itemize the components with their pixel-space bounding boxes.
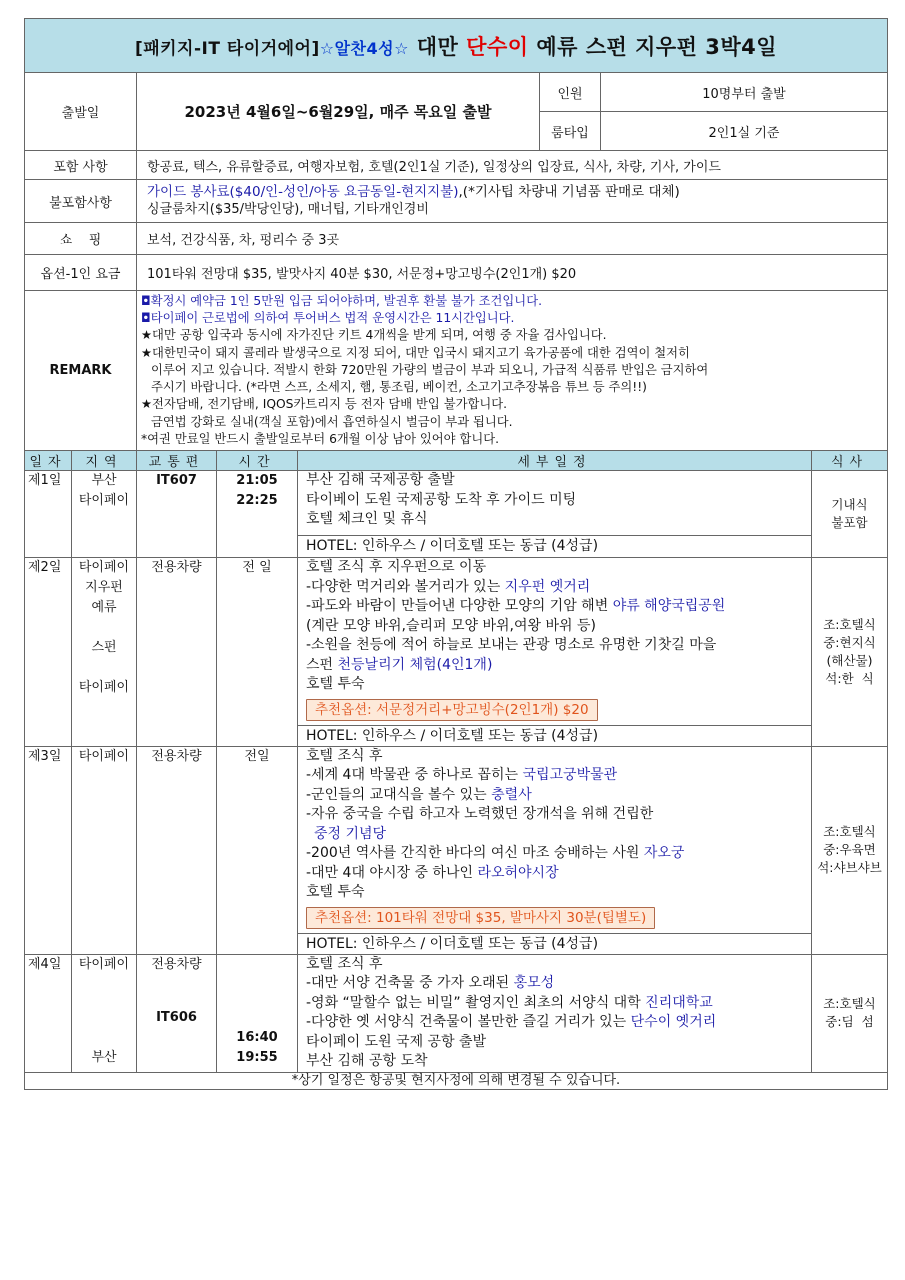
schedule-line bbox=[306, 1013, 803, 1033]
day4-time1: 16:40 bbox=[236, 1029, 278, 1045]
day4-label: 제4일 bbox=[25, 954, 72, 1072]
departure-row bbox=[25, 73, 888, 112]
header-transport: 교통편 bbox=[137, 451, 217, 471]
remark-row bbox=[25, 291, 888, 451]
departure-label: 출발일 bbox=[25, 73, 137, 151]
schedule-line bbox=[306, 786, 803, 806]
people-label: 인원 bbox=[540, 73, 601, 112]
meal-line: 조:호텔식 bbox=[823, 616, 876, 632]
options-row bbox=[25, 255, 888, 291]
shopping-label: 쇼 핑 bbox=[25, 223, 137, 255]
place-martyrs-shrine: 충렬사 bbox=[491, 786, 532, 803]
title-part5: 예류 스펀 지우펀 3박4일 bbox=[528, 34, 778, 59]
remark-line: ★대만 공항 입국과 동시에 자가진단 키트 4개씩을 받게 되며, 여행 중 자율 검사입니다. bbox=[141, 328, 607, 343]
meal-line: 조:호텔식 bbox=[823, 824, 876, 839]
included-label: 포함 사항 bbox=[25, 151, 137, 180]
excluded-line1-rest: ,(*기사팁 차량내 기념품 판매로 대체) bbox=[458, 184, 680, 200]
schedule-text: -다양한 먹거리와 볼거리가 있는 bbox=[306, 578, 505, 595]
day2-region4: 스펀 bbox=[91, 640, 117, 655]
schedule-text: -파도와 바람이 만들어낸 다양한 모양의 기암 해변 bbox=[306, 598, 613, 614]
schedule-line: (계란 모양 바위,슬리퍼 모양 바위,여왕 바위 등) bbox=[306, 617, 596, 634]
day2-label: 제2일 bbox=[25, 558, 72, 747]
hotel-line: HOTEL: 인하우스 / 이더호텔 또는 동급 (4성급) bbox=[298, 725, 811, 746]
meal-line: 불포함 bbox=[831, 515, 868, 530]
day3-meal bbox=[812, 746, 888, 954]
room-value: 2인1실 기준 bbox=[601, 112, 888, 151]
place-raohe-night-market: 라오허야시장 bbox=[477, 864, 559, 881]
meal-line: 중:딤 섬 bbox=[825, 1014, 874, 1029]
day2-region2: 지우펀 bbox=[85, 580, 123, 595]
shopping-row bbox=[25, 223, 888, 255]
options-value: 101타워 전망대 $35, 발맛사지 40분 $30, 서문정+망고빙수(2인1개) $20 bbox=[137, 255, 888, 291]
schedule-text: -200년 역사를 간직한 바다의 여신 마조 숭배하는 사원 bbox=[306, 845, 644, 861]
schedule-line: 부산 김해 공항 도착 bbox=[306, 1053, 428, 1069]
place-yehliu-geopark: 야류 해양국립공원 bbox=[612, 598, 726, 614]
excluded-label: 불포함사항 bbox=[25, 180, 137, 223]
place-aletheia-university: 진리대학교 bbox=[645, 994, 713, 1011]
header-region: 지역 bbox=[72, 451, 137, 471]
header-time: 시간 bbox=[217, 451, 298, 471]
recommended-option-badge: 추천옵션: 서문정거리+망고빙수(2인1개) $20 bbox=[306, 699, 598, 721]
schedule-line: 타이베이 도원 국제공항 도착 후 가이드 미팅 bbox=[306, 491, 577, 508]
meal-line: 조:호텔식 bbox=[823, 996, 876, 1011]
hotel-line: HOTEL: 인하우스 / 이더호텔 또는 동급 (4성급) bbox=[298, 535, 811, 556]
header-detail: 세부일정 bbox=[298, 451, 812, 471]
day4-transport bbox=[137, 954, 217, 1072]
schedule-text: -대만 서양 건축물 중 가자 오래된 bbox=[306, 975, 514, 991]
itinerary-document bbox=[24, 18, 887, 1090]
schedule-line: 호텔 투숙 bbox=[306, 884, 365, 900]
place-ciyou-temple: 자오궁 bbox=[643, 845, 685, 861]
schedule-text: 스펀 bbox=[306, 656, 338, 673]
place-tamsui-old-street: 단수이 옛거리 bbox=[630, 1014, 717, 1030]
options-label: 옵션-1인 요금 bbox=[25, 255, 137, 291]
meal-line: 기내식 bbox=[831, 497, 868, 512]
schedule-line bbox=[306, 578, 803, 598]
title-row bbox=[25, 19, 888, 73]
people-value: 10명부터 출발 bbox=[601, 73, 888, 112]
place-fort-santo-domingo: 홍모성 bbox=[513, 975, 555, 991]
schedule-line: -자유 중국을 수립 하고자 노력했던 장개석을 위해 건립한 bbox=[306, 806, 654, 822]
day2-transport: 전용차량 bbox=[137, 558, 217, 747]
included-row bbox=[25, 151, 888, 180]
schedule-text: -영화 “말할수 없는 비밀” 촬영지인 최초의 서양식 대학 bbox=[306, 994, 646, 1011]
schedule-line: 호텔 투숙 bbox=[306, 676, 365, 692]
day3-transport: 전용차량 bbox=[137, 746, 217, 954]
meal-line: 석:한 식 bbox=[825, 670, 874, 686]
footer-note: *상기 일정은 항공및 현지사정에 의해 변경될 수 있습니다. bbox=[25, 1072, 888, 1089]
day2-region bbox=[72, 558, 137, 747]
place-chiang-kai-shek-memorial: 중정 기념당 bbox=[314, 825, 387, 842]
remark-line: ◘타이페이 근로법에 의하여 투어버스 법적 운영시간은 11시간입니다. bbox=[141, 310, 515, 325]
itinerary-table bbox=[24, 18, 888, 1090]
schedule-line bbox=[306, 597, 803, 617]
remark-line: 주시기 바랍니다. (*라면 스프, 소세지, 햄, 통조림, 베이컨, 소고기고추장볶음 튜브 등 주의!!) bbox=[151, 380, 647, 395]
schedule-line bbox=[306, 994, 803, 1014]
page-title bbox=[25, 19, 888, 73]
day1-time1: 21:05 bbox=[236, 473, 278, 488]
day3-label: 제3일 bbox=[25, 746, 72, 954]
schedule-line bbox=[306, 844, 803, 864]
remark-line: ★전자담배, 전기담배, IQOS카트리지 등 전자 담배 반입 불가합니다. bbox=[141, 397, 507, 412]
excluded-guide-fee: 가이드 봉사료($40/인-성인/아동 요금동일-현지지불) bbox=[147, 184, 459, 200]
schedule-line: 타이페이 도원 국제 공항 출발 bbox=[306, 1033, 487, 1050]
header-day: 일자 bbox=[25, 451, 72, 471]
day1-region bbox=[72, 471, 137, 558]
day2-region5: 타이페이 bbox=[78, 680, 130, 695]
day2-schedule bbox=[298, 558, 812, 747]
schedule-text: -다양한 옛 서양식 건축물이 볼만한 즐길 거리가 있는 bbox=[306, 1014, 631, 1030]
hotel-line: HOTEL: 인하우스 / 이더호텔 또는 동급 (4성급) bbox=[298, 933, 811, 954]
day1-time bbox=[217, 471, 298, 558]
schedule-line: 호텔 조식 후 bbox=[306, 747, 383, 764]
schedule-text: -대만 4대 야시장 중 하나인 bbox=[306, 864, 478, 881]
day4-region2: 부산 bbox=[91, 1049, 117, 1065]
meal-line: (해산물) bbox=[826, 652, 873, 668]
day4-region bbox=[72, 954, 137, 1072]
schedule-line bbox=[306, 766, 803, 786]
day4-schedule bbox=[298, 954, 812, 1072]
remark-label: REMARK bbox=[25, 291, 137, 451]
itinerary-header bbox=[25, 451, 888, 471]
day3-region: 타이페이 bbox=[72, 746, 137, 954]
remark-line: *여권 만료일 반드시 출발일로부터 6개월 이상 남아 있어야 합니다. bbox=[141, 432, 500, 447]
schedule-line: -소원을 천등에 적어 하늘로 보내는 관광 명소로 유명한 기찻길 마을 bbox=[306, 637, 717, 653]
place-national-palace-museum: 국립고궁박물관 bbox=[522, 767, 618, 783]
schedule-text: -세계 4대 박물관 중 하나로 꼽히는 bbox=[306, 767, 523, 783]
title-part2: ☆알찬4성☆ bbox=[319, 38, 409, 58]
day1-transport: IT607 bbox=[137, 471, 217, 558]
day2-meal bbox=[812, 558, 888, 747]
day4-transport1: 전용차량 bbox=[151, 956, 202, 972]
remark-line: ★대한민국이 돼지 콜레라 발생국으로 지정 되어, 대만 입국시 돼지고기 육가공품에 대한 검역이 철저히 bbox=[141, 345, 690, 360]
included-value: 항공료, 텍스, 유류할증료, 여행자보험, 호텔(2인1실 기준), 일정상의 입장료, 식사, 차량, 기사, 가이드 bbox=[137, 151, 888, 180]
remark-line: ◘확정시 예약금 1인 5만원 입금 되어야하며, 발권후 환불 불가 조건입니다. bbox=[141, 293, 542, 308]
schedule-line: 부산 김해 국제공항 출발 bbox=[306, 472, 455, 488]
schedule-line: 호텔 조식 후 지우펀으로 이동 bbox=[306, 559, 487, 575]
day2-row bbox=[25, 558, 888, 747]
excluded-line2: 싱글룸차지($35/박당인당), 매너팁, 기타개인경비 bbox=[147, 202, 429, 217]
meal-line: 석:샤브샤브 bbox=[817, 860, 882, 875]
remark-line: 금연법 강화로 실내(객실 포함)에서 흡연하실시 벌금이 부과 됩니다. bbox=[151, 414, 513, 429]
title-part4: 단수이 bbox=[466, 34, 529, 59]
day2-region1: 타이페이 bbox=[78, 560, 130, 575]
schedule-text: -군인들의 교대식을 볼수 있는 bbox=[306, 786, 492, 803]
remark-content bbox=[137, 291, 888, 451]
day3-schedule bbox=[298, 746, 812, 954]
excluded-row bbox=[25, 180, 888, 223]
footer-row bbox=[25, 1072, 888, 1089]
meal-line: 중:현지식 bbox=[823, 634, 876, 650]
day1-schedule bbox=[298, 471, 812, 558]
day4-time bbox=[217, 954, 298, 1072]
day4-row bbox=[25, 954, 888, 1072]
title-part3: 대만 bbox=[408, 34, 467, 59]
schedule-line: 호텔 체크인 및 휴식 bbox=[306, 511, 428, 527]
day1-region1: 부산 bbox=[91, 473, 117, 488]
day3-row bbox=[25, 746, 888, 954]
day3-time: 전일 bbox=[217, 746, 298, 954]
day4-meal bbox=[812, 954, 888, 1072]
excluded-value bbox=[137, 180, 888, 223]
place-jiufen-old-street: 지우펀 옛거리 bbox=[504, 578, 591, 595]
schedule-line bbox=[306, 974, 803, 994]
day2-time: 전 일 bbox=[217, 558, 298, 747]
day2-region3: 예류 bbox=[91, 600, 117, 615]
remark-line: 이루어 지고 있습니다. 적발시 한화 720만원 가량의 벌금이 부과 되오니, 가급적 식품류 반입은 금지하여 bbox=[151, 362, 709, 377]
day1-time2: 22:25 bbox=[236, 493, 278, 508]
day4-region1: 타이페이 bbox=[78, 956, 130, 972]
activity-sky-lantern: 천등날리기 체험(4인1개) bbox=[337, 656, 493, 673]
meal-line: 중:우육면 bbox=[823, 842, 876, 857]
shopping-value: 보석, 건강식품, 차, 펑리수 중 3곳 bbox=[137, 223, 888, 255]
day1-meal bbox=[812, 471, 888, 558]
schedule-line bbox=[306, 864, 803, 884]
departure-value: 2023년 4월6일~6월29일, 매주 목요일 출발 bbox=[137, 73, 540, 151]
schedule-line: 호텔 조식 후 bbox=[306, 955, 383, 972]
header-meal: 식사 bbox=[812, 451, 888, 471]
title-part1: [패키지-IT 타이거에어] bbox=[134, 38, 320, 59]
room-label: 룸타입 bbox=[540, 112, 601, 151]
day1-region2: 타이페이 bbox=[78, 493, 130, 508]
day4-transport2: IT606 bbox=[156, 1009, 197, 1025]
day1-row bbox=[25, 471, 888, 558]
day1-label: 제1일 bbox=[25, 471, 72, 558]
recommended-option-badge: 추천옵션: 101타워 전망대 $35, 발마사지 30분(팁별도) bbox=[306, 907, 655, 929]
schedule-line bbox=[306, 656, 803, 676]
day4-time2: 19:55 bbox=[236, 1049, 278, 1065]
